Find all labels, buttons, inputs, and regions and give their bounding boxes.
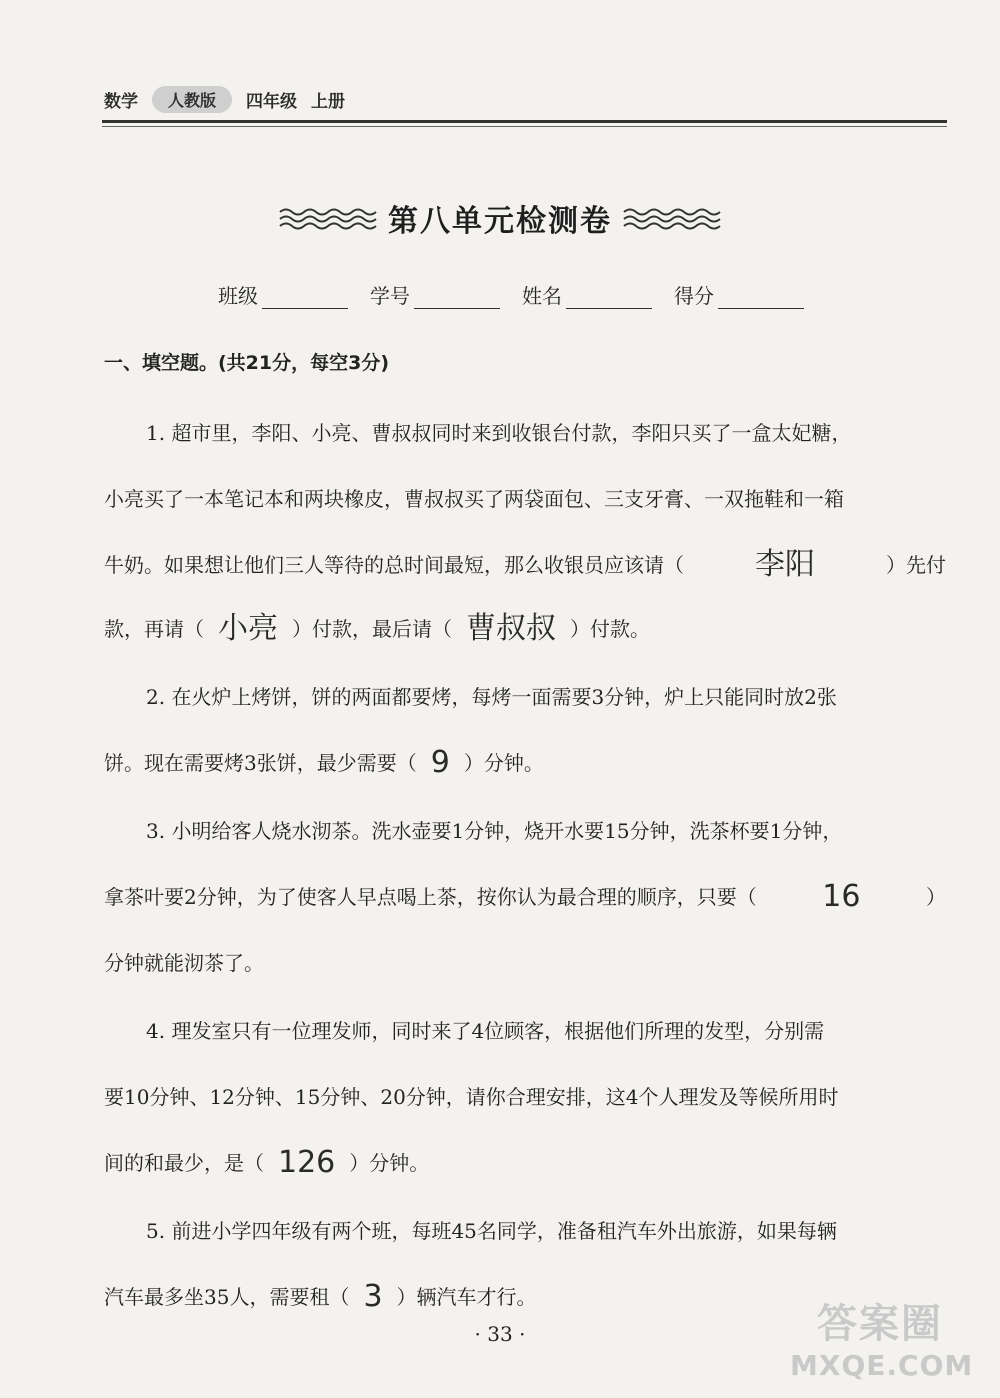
- q1-line1: 1. 超市里，李阳、小亮、曹叔叔同时来到收银台付款，李阳只买了一盒太妃糖，: [146, 421, 852, 445]
- q3-line2: [104, 879, 946, 914]
- wave-ornament-right: [622, 204, 722, 232]
- student-no-blank[interactable]: [414, 288, 500, 309]
- score-field: [674, 280, 804, 309]
- q3-line1: 3. 小明给客人烧水沏茶。洗水壶要1分钟，烧开水要15分钟，洗茶杯要1分钟，: [146, 819, 843, 843]
- book-header: [104, 86, 345, 113]
- q4-line3-post: ）分钟。: [349, 1151, 430, 1175]
- student-info-row: [218, 280, 804, 309]
- watermark-top: 答案圈: [817, 1301, 943, 1347]
- q5-line1: 5. 前进小学四年级有两个班，每班45名同学，准备租汽车外出旅游，如果每辆: [146, 1219, 837, 1243]
- q4-answer: 126: [278, 1145, 336, 1180]
- student-no-label: 学号: [370, 284, 410, 308]
- title-block: [0, 196, 1000, 240]
- name-field: [522, 280, 652, 309]
- subject-label: 数学: [104, 92, 138, 112]
- class-blank[interactable]: [262, 288, 348, 309]
- q5-answer: 3: [363, 1279, 383, 1314]
- q4-line2: 要10分钟、12分钟、15分钟、20分钟，请你合理安排，这4个人理发及等候所用时: [104, 1085, 839, 1109]
- site-watermark: [790, 1292, 974, 1382]
- score-blank[interactable]: [718, 288, 804, 309]
- page-number: · 33 ·: [474, 1322, 526, 1346]
- student-no-field: [370, 280, 500, 309]
- q1-answer-3: 曹叔叔: [466, 611, 556, 646]
- q2-line1: 2. 在火炉上烤饼，饼的两面都要烤，每烤一面需要3分钟，炉上只能同时放2张: [146, 685, 837, 709]
- q1-line3-pre: 牛奶。如果想让他们三人等待的总时间最短，那么收银员应该请（: [104, 553, 684, 577]
- q5-line2-pre: 汽车最多坐35人，需要租（: [104, 1285, 350, 1309]
- q3-answer: 16: [822, 879, 861, 914]
- q1-line4: [104, 611, 946, 646]
- q2-line2-post: ）分钟。: [463, 751, 544, 775]
- q2-answer: 9: [430, 745, 450, 780]
- q1-line4-b: ）付款，最后请（: [292, 617, 452, 641]
- name-blank[interactable]: [566, 288, 652, 309]
- page-title: 第八单元检测卷: [388, 204, 612, 239]
- q4-line3: [104, 1145, 946, 1180]
- q3-line2-post: ）: [925, 885, 946, 909]
- name-label: 姓名: [522, 284, 562, 308]
- section-heading: 一、填空题。(共21分，每空3分): [104, 352, 390, 374]
- q1-line2: 小亮买了一本笔记本和两块橡皮，曹叔叔买了两袋面包、三支牙膏、一双拖鞋和一箱: [104, 487, 844, 511]
- class-field: [218, 280, 348, 309]
- q4-line3-pre: 间的和最少，是（: [104, 1151, 264, 1175]
- header-rule-thin: [102, 126, 947, 127]
- q2-line2: [104, 745, 946, 780]
- q1-line4-c: ）付款。: [570, 617, 650, 641]
- watermark-bottom: MXQE.COM: [790, 1349, 974, 1382]
- q1-answer-2: 小亮: [218, 611, 278, 646]
- q3-line3: 分钟就能沏茶了。: [104, 951, 264, 975]
- q4-line1: 4. 理发室只有一位理发师，同时来了4位顾客，根据他们所理的发型，分别需: [146, 1019, 825, 1043]
- q2-line2-pre: 饼。现在需要烤3张饼，最少需要（: [104, 751, 417, 775]
- q1-line4-a: 款，再请（: [104, 617, 204, 641]
- score-label: 得分: [674, 284, 714, 308]
- q1-line3: [104, 547, 946, 582]
- header-rule: [102, 120, 947, 123]
- class-label: 班级: [218, 284, 258, 308]
- volume-label: 上册: [311, 92, 346, 112]
- edition-badge: 人教版: [152, 86, 232, 113]
- grade-label: 四年级: [246, 92, 298, 112]
- q1-answer-1: 李阳: [755, 547, 815, 582]
- q1-line3-post: ）先付: [886, 553, 946, 577]
- wave-ornament-left: [278, 204, 378, 232]
- q3-line2-pre: 拿茶叶要2分钟，为了使客人早点喝上茶，按你认为最合理的顺序，只要（: [104, 885, 757, 909]
- q5-line2-post: ）辆汽车才行。: [396, 1285, 537, 1309]
